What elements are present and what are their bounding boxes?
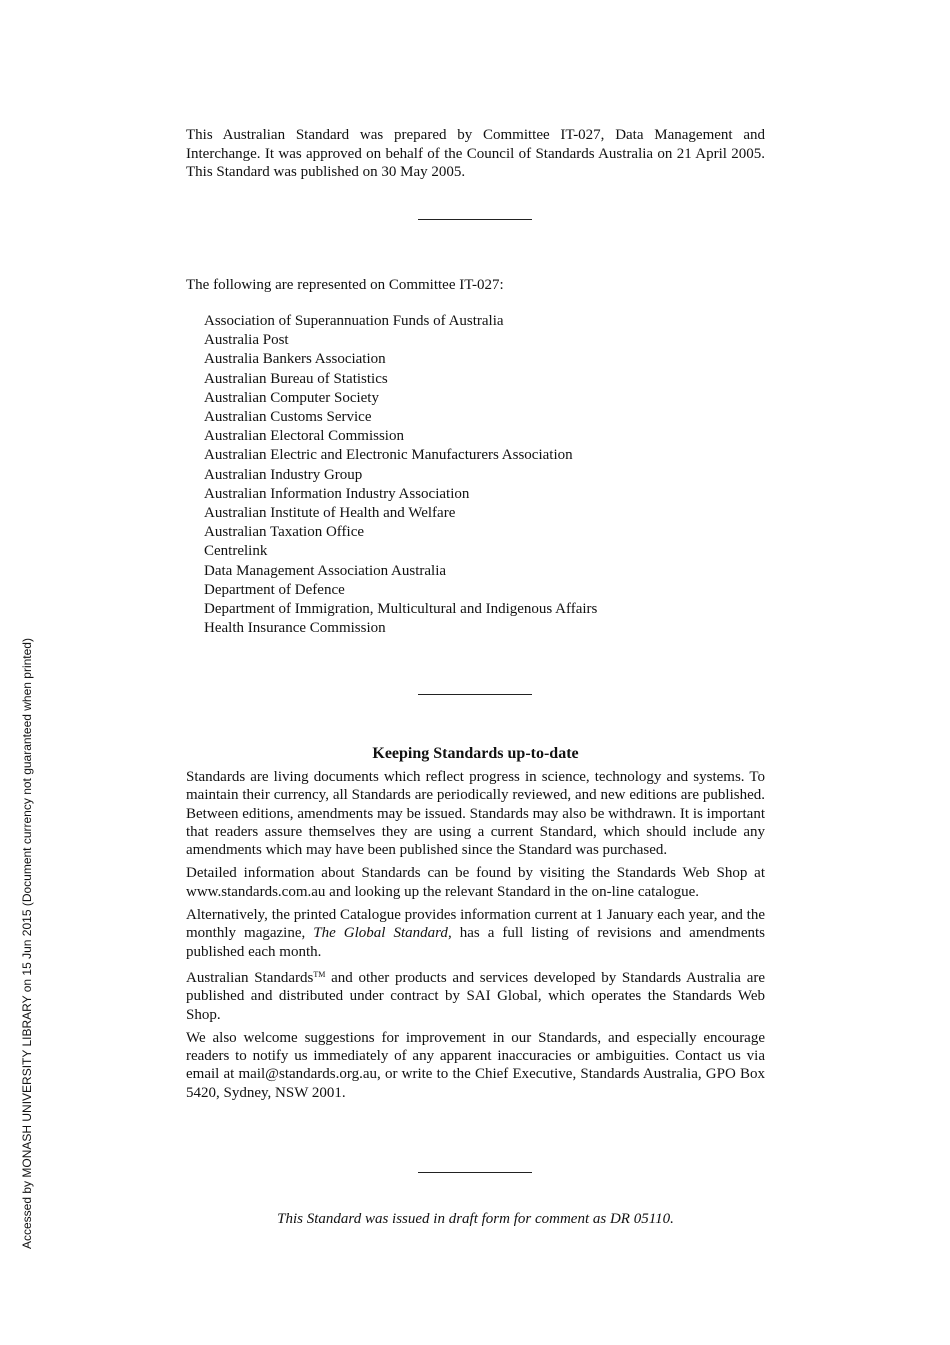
paragraph: Standards are living documents which reflect progress in science, technology and systems. To maintain their currency, all Standards are periodically reviewed, and new editions are published. Between editions, amendments may be issued. Standards may also be withdrawn. It is important that readers assure themselves they are using a current Standard, which should include any amendments which may have been published since the Standard was purchased. <box>186 769 765 859</box>
committee-intro: The following are represented on Committee IT-027: <box>186 277 504 293</box>
paragraph: We also welcome suggestions for improvement in our Standards, and especially encourage readers to notify us immediately of any apparent inaccuracies or ambiguities. Contact us via email at mail@standards.org.au, or write to the Chief Executive, Standards Australia, GPO Box 5420, Sydney, NSW 2001. <box>186 1029 765 1101</box>
committee-member: Department of Defence <box>204 581 345 598</box>
committee-member: Australian Electric and Electronic Manufacturers Association <box>204 447 573 464</box>
committee-member: Australian Customs Service <box>204 409 372 426</box>
committee-member: Australian Industry Group <box>204 466 363 483</box>
paragraph: Detailed information about Standards can be found by visiting the Standards Web Shop at www.standards.com.au and looking up the relevant Standard in the on-line catalogue. <box>186 865 765 900</box>
paragraph-text: , has a full listing of revisions and amendments published each month. <box>186 925 765 960</box>
section-divider <box>418 694 532 695</box>
trademark-mark: TM <box>313 969 326 979</box>
committee-member: Health Insurance Commission <box>204 620 386 637</box>
committee-member: Australian Taxation Office <box>204 524 365 541</box>
committee-member: Department of Immigration, Multicultural and Indigenous Affairs <box>204 601 598 618</box>
access-stamp: Accessed by MONASH UNIVERSITY LIBRARY on 15 Jun 2015 (Document currency not guaranteed when printed) <box>20 638 34 1249</box>
preparation-statement: This Australian Standard was prepared by Committee IT-027, Data Management and Interchange. It was approved on behalf of the Council of Standards Australia on 21 April 2005. This Standard was published on 30 May 2005. <box>186 127 765 180</box>
committee-member: Australian Bureau of Statistics <box>204 370 388 387</box>
committee-member-list <box>204 312 597 638</box>
section-divider <box>418 219 532 220</box>
committee-member: Australia Post <box>204 332 289 349</box>
paragraph <box>186 906 765 961</box>
paragraph-text: Australian Standards <box>186 969 314 986</box>
section-heading: Keeping Standards up-to-date <box>372 745 579 762</box>
committee-member: Centrelink <box>204 543 268 560</box>
paragraph <box>186 966 765 1024</box>
committee-member: Australian Institute of Health and Welfare <box>204 505 456 522</box>
committee-member: Australia Bankers Association <box>204 351 386 368</box>
paragraph-text: Alternatively, the printed Catalogue provides information current at 1 January each year, and the monthly magazine, <box>186 907 765 942</box>
draft-note: This Standard was issued in draft form for comment as DR 05110. <box>277 1211 674 1227</box>
paragraph-text: and other products and services developed by Standards Australia are published and distributed under contract by SAI Global, which operates the Standards Web Shop. <box>186 969 766 1023</box>
publication-title: The Global Standard <box>313 925 448 942</box>
keeping-standards-body <box>186 768 765 1107</box>
section-divider <box>418 1172 532 1173</box>
committee-member: Australian Electoral Commission <box>204 428 404 445</box>
committee-member: Data Management Association Australia <box>204 562 447 579</box>
committee-member: Australian Information Industry Association <box>204 485 470 502</box>
committee-member: Association of Superannuation Funds of Australia <box>204 313 504 329</box>
committee-member: Australian Computer Society <box>204 389 379 406</box>
